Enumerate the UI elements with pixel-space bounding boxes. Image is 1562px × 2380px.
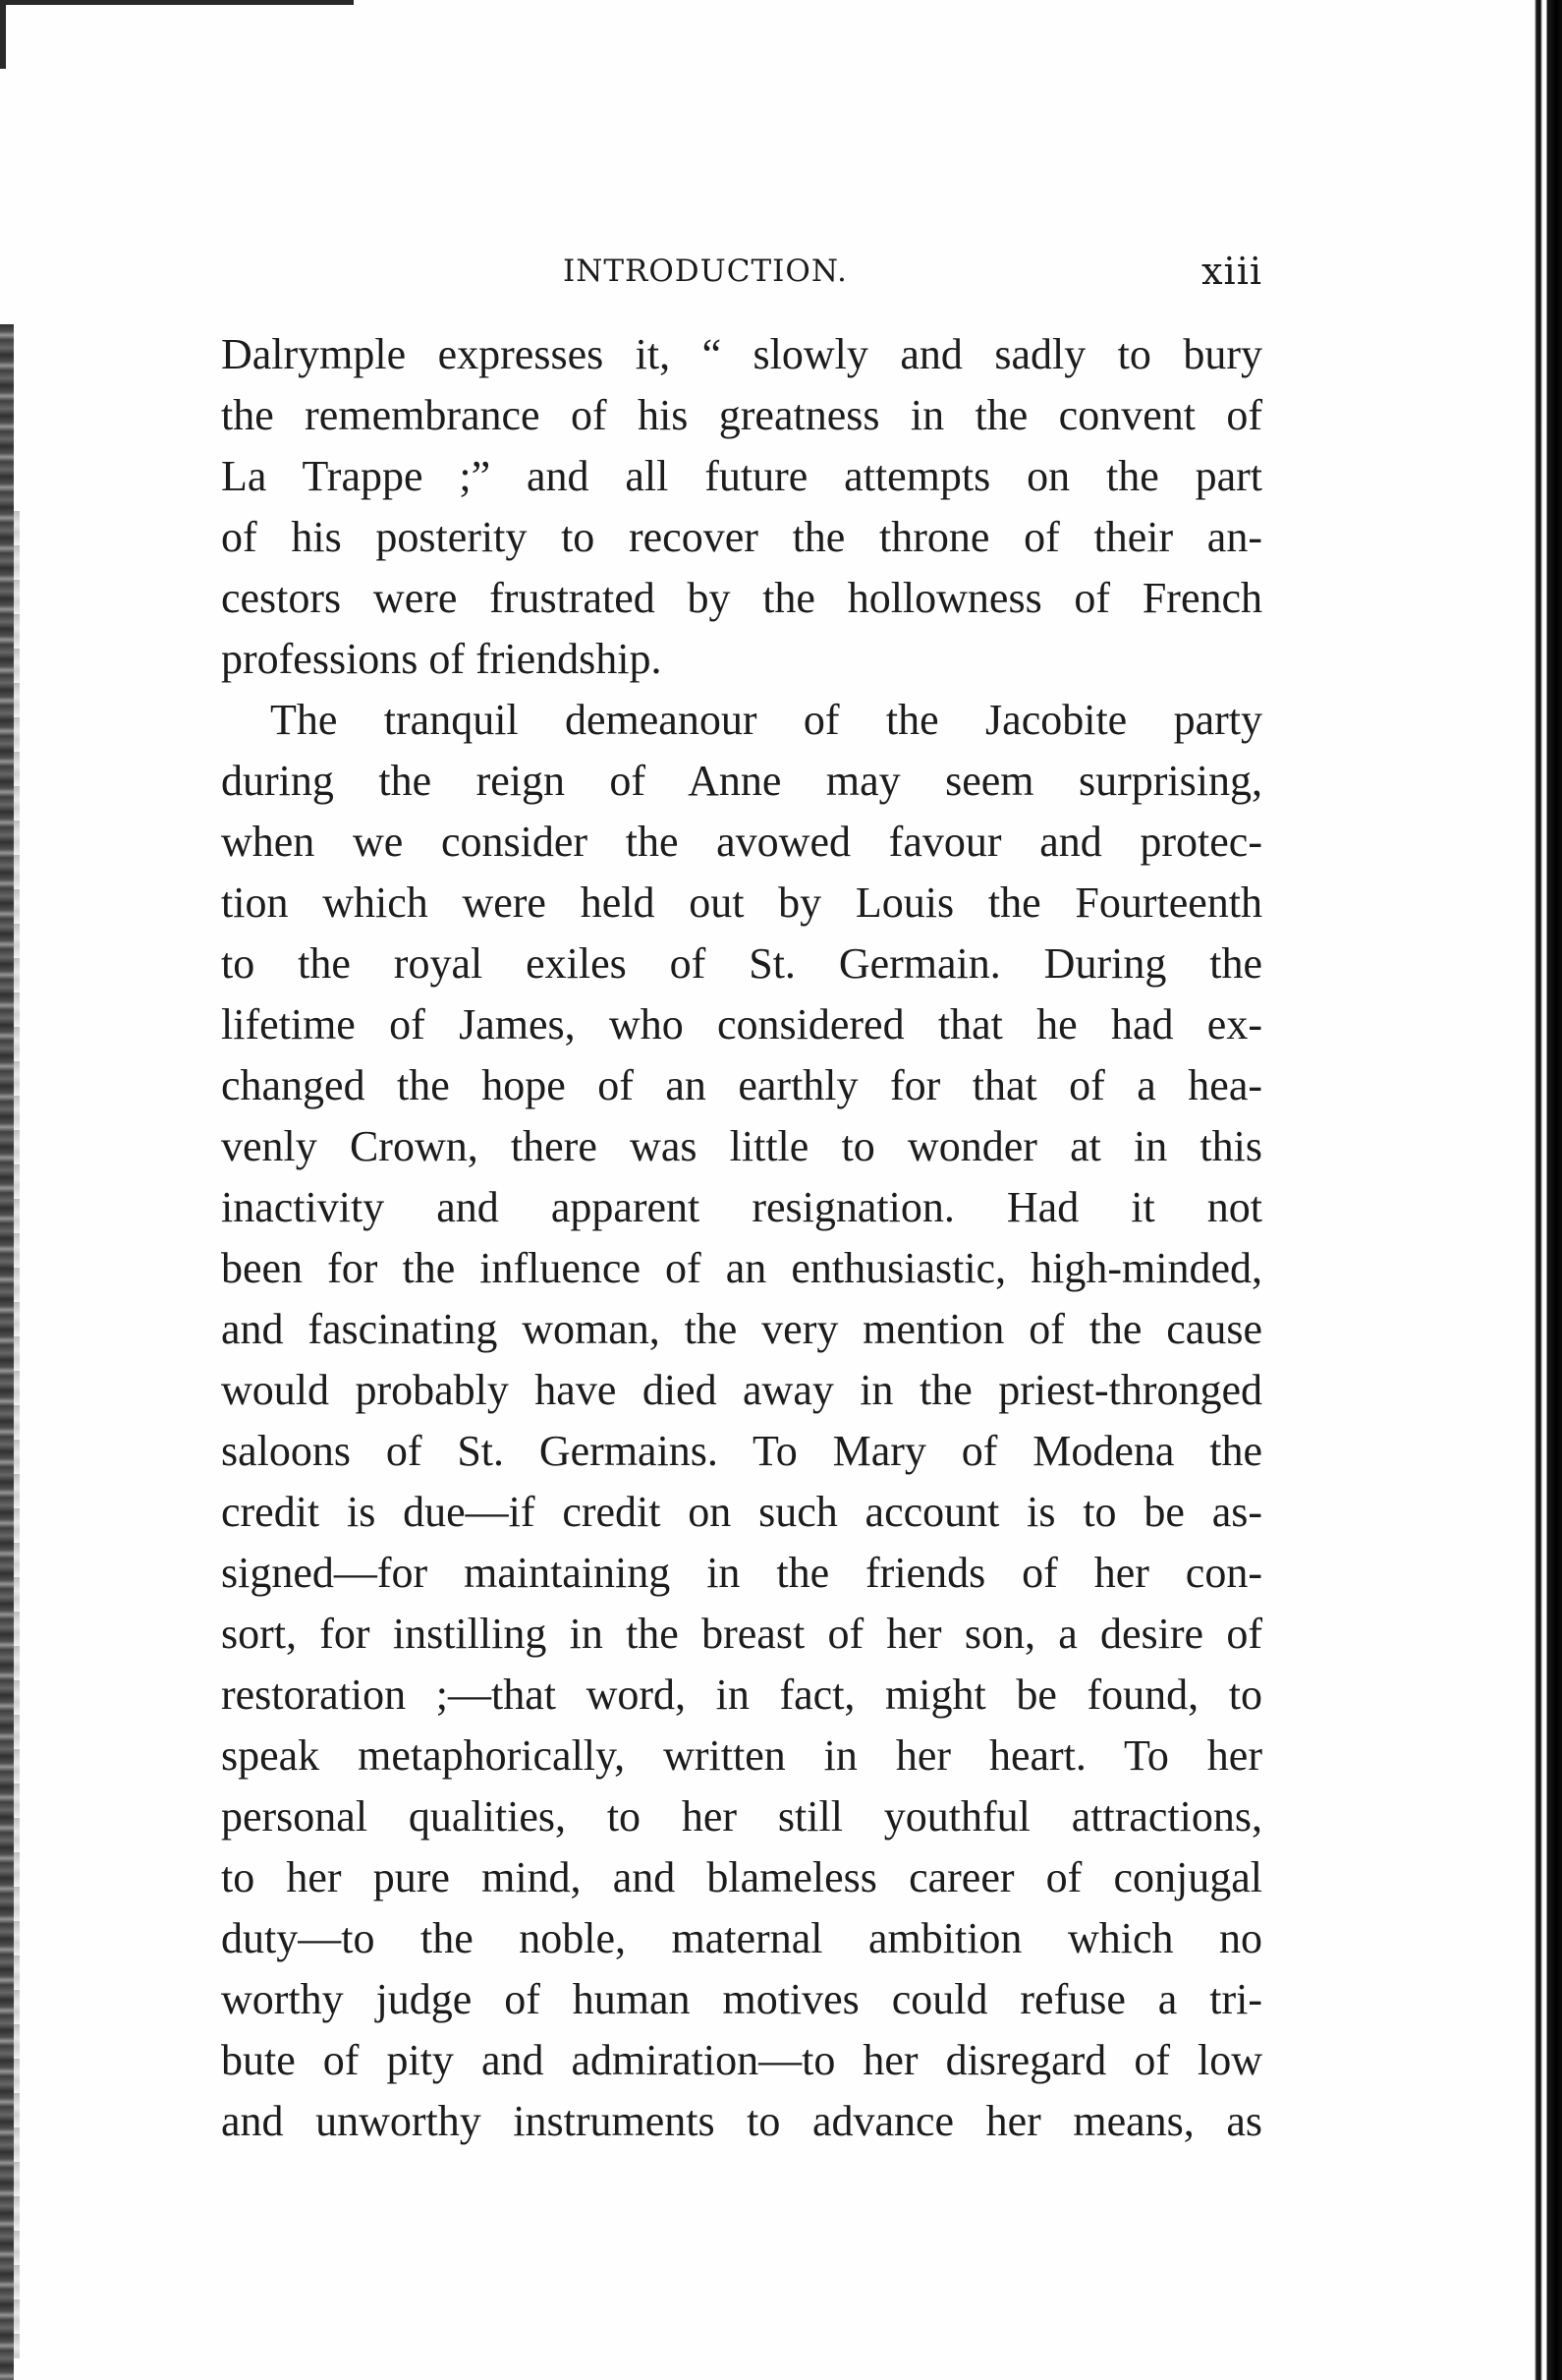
text-line: saloons of St. Germains. To Mary of Modena the (221, 1427, 1262, 1475)
page-edge-top (0, 0, 354, 15)
text-line: La Trappe ;” and all future attempts on the part (221, 452, 1262, 500)
text-line: the remembrance of his greatness in the convent of (221, 391, 1262, 439)
text-line: credit is due—if credit on such account is to be as- (221, 1488, 1262, 1536)
text-line: of his posterity to recover the throne of their an- (221, 513, 1262, 561)
text-line: cestors were frustrated by the hollowness of French (221, 574, 1262, 622)
text-line: during the reign of Anne may seem surprising, (221, 757, 1262, 805)
page-edge-left (0, 324, 14, 2380)
text-line: would probably have died away in the priest-thronged (221, 1366, 1262, 1414)
page-edge-left-shadow (14, 511, 20, 2358)
text-line: lifetime of James, who considered that he had ex- (221, 1000, 1262, 1048)
text-line: when we consider the avowed favour and protec- (221, 818, 1262, 866)
body-text (221, 324, 1262, 2152)
text-line: professions of friendship. (221, 635, 662, 683)
running-title: INTRODUCTION. (563, 254, 848, 289)
text-line: speak metaphorically, written in her heart. To her (221, 1731, 1262, 1780)
paragraph-start-line: The tranquil demeanour of the Jacobite party (270, 696, 1262, 744)
text-line: restoration ;—that word, in fact, might be found, to (221, 1671, 1262, 1719)
text-line: changed the hope of an earthly for that of a hea- (221, 1061, 1262, 1109)
text-line: and unworthy instruments to advance her means, as (221, 2097, 1262, 2145)
text-line: and fascinating woman, the very mention of the cause (221, 1305, 1262, 1353)
text-line: signed—for maintaining in the friends of her con- (221, 1549, 1262, 1597)
text-line: to her pure mind, and blameless career of conjugal (221, 1853, 1262, 1901)
text-line: worthy judge of human motives could refuse a tri- (221, 1975, 1262, 2023)
text-line: duty—to the noble, maternal ambition which no (221, 1914, 1262, 1962)
text-line: bute of pity and admiration—to her disregard of low (221, 2036, 1262, 2084)
text-line: inactivity and apparent resignation. Had it not (221, 1183, 1262, 1231)
page-edge-corner (0, 0, 6, 69)
text-line: to the royal exiles of St. Germain. During the (221, 939, 1262, 988)
text-line: Dalrymple expresses it, “ slowly and sadly to bury (221, 330, 1262, 378)
page-number: xiii (1201, 250, 1262, 293)
text-line: venly Crown, there was little to wonder at in this (221, 1122, 1262, 1170)
text-line: sort, for instilling in the breast of her son, a desire of (221, 1610, 1262, 1658)
text-line: been for the influence of an enthusiastic, high-minded, (221, 1244, 1262, 1292)
page-edge-right (1527, 0, 1562, 2380)
text-line: tion which were held out by Louis the Fourteenth (221, 878, 1262, 927)
text-line: personal qualities, to her still youthful attractions, (221, 1792, 1262, 1841)
running-head (221, 250, 1262, 299)
